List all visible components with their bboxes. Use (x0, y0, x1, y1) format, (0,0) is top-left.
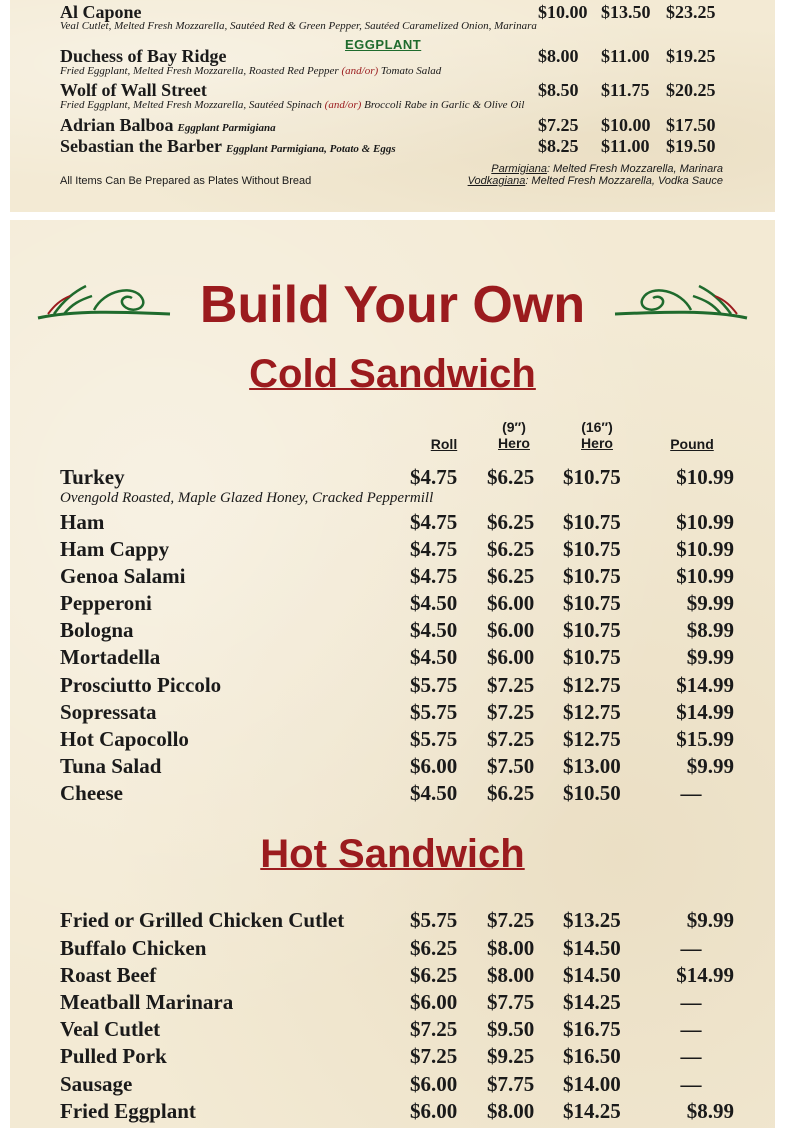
price-16-hero: $10.75 (563, 537, 621, 561)
item-description: Veal Cutlet, Melted Fresh Mozzarella, Sautéed Red & Green Pepper, Sautéed Caramelized Onion, Marinara (60, 20, 537, 32)
menu-row (60, 510, 734, 536)
item-name: Sebastian the Barber (60, 136, 222, 156)
item-name: Pepperoni (60, 591, 152, 615)
price-9-hero: $7.25 (487, 727, 535, 751)
item-name: Al Capone (60, 2, 142, 22)
price-roll: $6.00 (410, 754, 458, 778)
price-pound: — (680, 1044, 702, 1068)
cold-sandwich-title: Cold Sandwich (249, 352, 536, 396)
price-9-hero: $7.25 (487, 673, 535, 697)
menu-row (60, 618, 734, 644)
item-name: Duchess of Bay Ridge (60, 46, 227, 66)
menu-row (60, 1017, 730, 1043)
price-roll: $5.75 (410, 673, 458, 697)
turkey-description: Ovengold Roasted, Maple Glazed Honey, Cracked Peppermill (60, 490, 434, 506)
item-name: Tuna Salad (60, 754, 162, 778)
item-name: Roast Beef (60, 963, 157, 987)
price-16-hero: $16.50 (563, 1044, 621, 1068)
price-large: $19.25 (666, 46, 716, 66)
price-pound: $9.99 (686, 645, 734, 669)
price-16-hero: $14.50 (563, 936, 621, 960)
price-pound: $9.99 (686, 754, 734, 778)
price-9-hero: $8.00 (487, 963, 535, 987)
column-header-roll: Roll (430, 436, 458, 452)
price-16-hero: $14.50 (563, 963, 621, 987)
price-16-hero: $10.75 (563, 591, 621, 615)
item-name: Ham Cappy (60, 537, 170, 561)
price-large: $19.50 (666, 136, 716, 156)
price-pound: $15.99 (676, 727, 734, 751)
item-name: Wolf of Wall Street (60, 80, 207, 100)
price-9-hero: $6.25 (487, 537, 535, 561)
price-9-hero: $8.00 (487, 936, 535, 960)
price-pound: — (680, 1017, 702, 1041)
price-roll: $6.00 (410, 990, 458, 1014)
item-name: Ham (60, 510, 105, 534)
price-roll: $4.50 (410, 618, 458, 642)
item-name: Prosciutto Piccolo (60, 673, 222, 697)
menu-row (60, 727, 734, 753)
item-description: Fried Eggplant, Melted Fresh Mozzarella, Roasted Red Pepper (and/or) Tomato Salad (60, 65, 442, 77)
sauce-legend (468, 163, 723, 187)
price-16-hero: $13.00 (563, 754, 621, 778)
price-16-hero: $10.50 (563, 781, 621, 805)
price-large: $23.25 (666, 2, 716, 22)
price-medium: $13.50 (601, 2, 651, 22)
menu-row (60, 564, 734, 590)
price-9-hero: $7.25 (487, 700, 535, 724)
menu-row (60, 908, 734, 934)
price-pound: $10.99 (676, 465, 734, 489)
price-roll: $7.25 (410, 1044, 458, 1068)
price-roll: $5.75 (410, 700, 458, 724)
price-pound: $10.99 (676, 564, 734, 588)
price-16-hero: $14.25 (563, 990, 621, 1014)
price-9-hero: $9.25 (487, 1044, 535, 1068)
item-name: Meatball Marinara (60, 990, 234, 1014)
price-pound: $14.99 (676, 700, 734, 724)
menu-row (60, 1072, 730, 1098)
price-roll: $6.00 (410, 1099, 458, 1123)
price-9-hero: $9.50 (487, 1017, 535, 1041)
price-roll: $4.50 (410, 781, 458, 805)
price-9-hero: $6.25 (487, 510, 535, 534)
menu-row (60, 537, 734, 563)
price-pound: $14.99 (676, 963, 734, 987)
price-roll: $4.75 (410, 465, 458, 489)
menu-row (60, 673, 734, 699)
price-pound: $10.99 (676, 510, 734, 534)
price-large: $17.50 (666, 115, 716, 135)
price-16-hero: $16.75 (563, 1017, 621, 1041)
price-medium: $11.00 (601, 136, 650, 156)
price-9-hero: $7.75 (487, 990, 535, 1014)
price-pound: — (680, 781, 702, 805)
vodkagiana-term: Vodkagiana (467, 175, 526, 187)
price-pound: — (680, 1072, 702, 1096)
plates-note: All Items Can Be Prepared as Plates Without Bread (60, 175, 312, 187)
price-9-hero: $7.25 (487, 908, 535, 932)
vodkagiana-definition: : Melted Fresh Mozzarella, Vodka Sauce (525, 175, 723, 187)
item-name: Cheese (60, 781, 123, 805)
price-medium: $11.75 (601, 80, 650, 100)
price-pound: — (680, 990, 702, 1014)
price-roll: $4.50 (410, 591, 458, 615)
price-small: $7.25 (538, 115, 579, 135)
build-your-own-panel (10, 220, 775, 1128)
price-16-hero: $10.75 (563, 645, 621, 669)
hot-sandwich-title: Hot Sandwich (260, 832, 525, 876)
price-pound: $8.99 (686, 1099, 734, 1123)
menu-row (60, 465, 734, 491)
price-16-hero: $12.75 (563, 700, 621, 724)
column-header-16-hero: (16″) Hero (581, 419, 613, 451)
price-9-hero: $7.75 (487, 1072, 535, 1096)
price-small: $8.50 (538, 80, 579, 100)
price-9-hero: $7.50 (487, 754, 535, 778)
price-9-hero: $6.00 (487, 591, 535, 615)
column-header-pound: Pound (670, 436, 714, 452)
item-name: Veal Cutlet (60, 1017, 161, 1041)
menu-row (60, 591, 734, 617)
price-16-hero: $13.25 (563, 908, 621, 932)
price-roll: $4.75 (410, 564, 458, 588)
parmigiana-definition: : Melted Fresh Mozzarella, Marinara (546, 163, 723, 175)
parmigiana-term: Parmigiana (491, 163, 547, 175)
item-name: Mortadella (60, 645, 161, 669)
menu-row (60, 963, 734, 989)
price-roll: $5.75 (410, 727, 458, 751)
specialty-menu-panel (10, 0, 775, 212)
price-small: $8.00 (538, 46, 579, 66)
price-16-hero: $10.75 (563, 465, 621, 489)
menu-row (60, 754, 734, 780)
price-9-hero: $6.25 (487, 564, 535, 588)
item-name: Fried or Grilled Chicken Cutlet (60, 908, 345, 932)
eggplant-subheading: EGGPLANT (345, 37, 422, 52)
price-16-hero: $10.75 (563, 618, 621, 642)
menu-row (60, 936, 730, 962)
price-16-hero: $14.25 (563, 1099, 621, 1123)
menu-row (60, 700, 734, 726)
menu-row (60, 990, 730, 1016)
price-9-hero: $6.25 (487, 781, 535, 805)
item-name: Bologna (60, 618, 134, 642)
price-medium: $11.00 (601, 46, 650, 66)
item-name: Adrian Balboa (60, 115, 174, 135)
menu-row (60, 781, 730, 807)
price-9-hero: $8.00 (487, 1099, 535, 1123)
price-16-hero: $10.75 (563, 564, 621, 588)
item-name: Sopressata (60, 700, 157, 724)
price-pound: — (680, 936, 702, 960)
price-roll: $6.25 (410, 936, 458, 960)
price-roll: $7.25 (410, 1017, 458, 1041)
item-name: Sausage (60, 1072, 133, 1096)
price-small: $10.00 (538, 2, 588, 22)
price-pound: $10.99 (676, 537, 734, 561)
build-your-own-title: Build Your Own (199, 276, 586, 334)
price-16-hero: $10.75 (563, 510, 621, 534)
price-pound: $9.99 (686, 908, 734, 932)
price-9-hero: $6.25 (487, 465, 535, 489)
price-roll: $4.75 (410, 537, 458, 561)
price-roll: $5.75 (410, 908, 458, 932)
price-16-hero: $14.00 (563, 1072, 621, 1096)
item-description: Eggplant Parmigiana, Potato & Eggs (226, 143, 396, 155)
price-roll: $6.00 (410, 1072, 458, 1096)
price-roll: $4.50 (410, 645, 458, 669)
item-description: Eggplant Parmigiana (177, 122, 276, 134)
price-small: $8.25 (538, 136, 579, 156)
item-name: Buffalo Chicken (60, 936, 207, 960)
item-name: Genoa Salami (60, 564, 186, 588)
price-16-hero: $12.75 (563, 727, 621, 751)
price-large: $20.25 (666, 80, 716, 100)
item-name: Turkey (60, 465, 125, 489)
price-16-hero: $12.75 (563, 673, 621, 697)
price-medium: $10.00 (601, 115, 651, 135)
item-name: Hot Capocollo (60, 727, 189, 751)
item-name: Pulled Pork (60, 1044, 167, 1068)
menu-row (60, 1099, 734, 1125)
column-header-9-hero: (9″) Hero (498, 419, 530, 451)
price-pound: $14.99 (676, 673, 734, 697)
price-9-hero: $6.00 (487, 645, 535, 669)
item-name: Fried Eggplant (60, 1099, 196, 1123)
price-pound: $8.99 (686, 618, 734, 642)
price-pound: $9.99 (686, 591, 734, 615)
price-roll: $6.25 (410, 963, 458, 987)
menu-row (60, 645, 734, 671)
price-roll: $4.75 (410, 510, 458, 534)
price-9-hero: $6.00 (487, 618, 535, 642)
item-description: Fried Eggplant, Melted Fresh Mozzarella, Sautéed Spinach (and/or) Broccoli Rabe in Garlic & Olive Oil (60, 99, 525, 111)
menu-row (60, 1044, 730, 1070)
